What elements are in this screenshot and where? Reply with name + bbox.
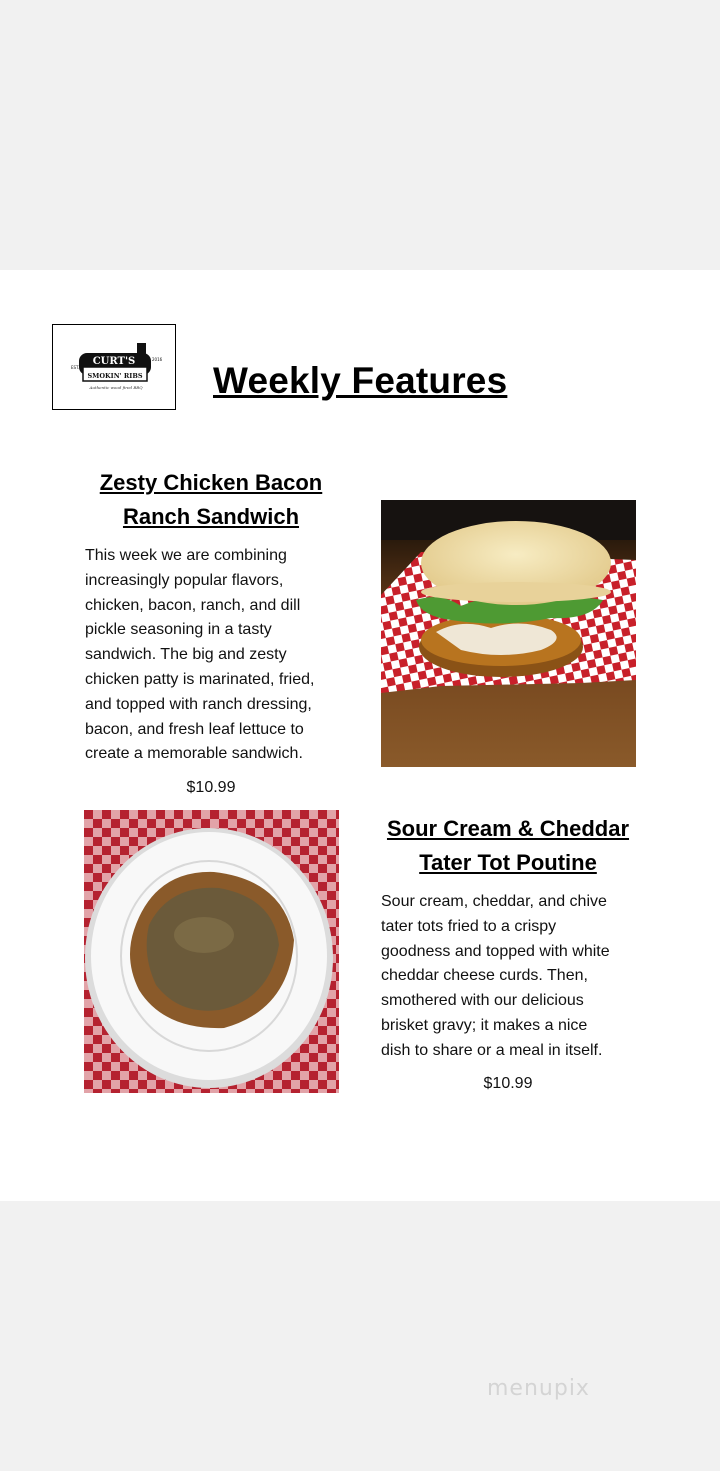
description-line: dish to share or a meal in itself. [381, 1041, 603, 1059]
description-line: create a memorable sandwich. [85, 745, 303, 763]
poutine-photo [84, 810, 339, 1093]
logo-year-mark: 2016 [152, 357, 163, 362]
item-2-description [381, 890, 651, 1064]
item-2-title-line2: Tater Tot Poutine [419, 850, 597, 875]
description-line: increasingly popular flavors, [85, 571, 284, 589]
description-line: and topped with ranch dressing, [85, 695, 312, 713]
item-1-description [85, 544, 355, 767]
item-1-price: $10.99 [186, 779, 236, 796]
description-line: chicken, bacon, ranch, and dill [85, 596, 301, 614]
description-line: Sour cream, cheddar, and chive [381, 893, 607, 910]
description-line: sandwich. The big and zesty [85, 646, 287, 664]
item-2-title-line1: Sour Cream & Cheddar [386, 816, 630, 841]
description-line: chicken patty is marinated, fried, [85, 670, 315, 688]
description-line: goodness and topped with white [381, 942, 610, 960]
item-2-price: $10.99 [483, 1075, 533, 1092]
logo-subname: SMOKIN' RIBS [87, 372, 143, 380]
logo-est-mark: EST. [71, 365, 80, 370]
sandwich-photo [381, 500, 636, 767]
description-line: This week we are combining [85, 547, 287, 564]
restaurant-logo [52, 324, 176, 410]
description-line: brisket gravy; it makes a nice [381, 1016, 588, 1034]
description-line: pickle seasoning in a tasty [85, 621, 272, 639]
item-2-title [381, 812, 635, 880]
item-1-title-line1: Zesty Chicken Bacon [99, 470, 323, 495]
item-1-title [84, 466, 338, 534]
watermark: menupix [487, 1376, 590, 1401]
page-title: Weekly Features [213, 360, 508, 401]
logo-graphic [53, 325, 175, 409]
logo-tagline: Authentic wood fired BBQ [89, 385, 143, 390]
description-line: tater tots fried to a crispy [381, 917, 557, 935]
description-line: smothered with our delicious [381, 992, 584, 1010]
description-line: bacon, and fresh leaf lettuce to [85, 720, 304, 738]
description-line: cheddar cheese curds. Then, [381, 967, 588, 985]
logo-name: CURT'S [92, 356, 136, 367]
item-1-title-line2: Ranch Sandwich [122, 504, 300, 529]
